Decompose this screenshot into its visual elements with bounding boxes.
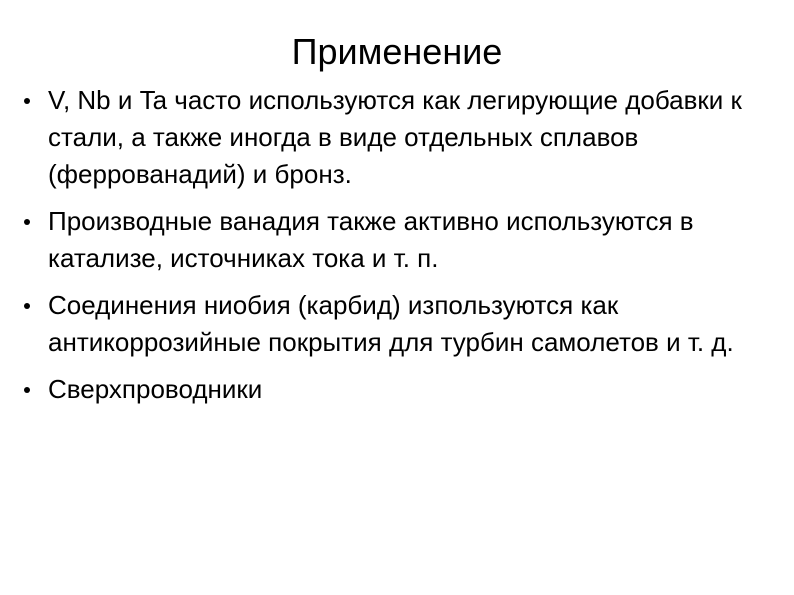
bullet-text: V, Nb и Ta часто используются как легирующие добавки к стали, а также иногда в виде отдельных сплавов (феррованадий) и бронз.: [48, 85, 742, 189]
bullet-dot-icon: [24, 98, 30, 104]
bullet-text: Сверхпроводники: [48, 374, 263, 404]
slide-title: [0, 30, 794, 74]
bullet-list: [24, 82, 744, 418]
bullet-dot-icon: [24, 303, 30, 309]
bullet-text: Производные ванадия также активно используются в катализе, источниках тока и т. п.: [48, 206, 694, 273]
bullet-dot-icon: [24, 219, 30, 225]
slide-title-text: Применение: [291, 31, 503, 72]
bullet-item-coatings: [24, 287, 744, 361]
bullet-item-superconductors: [24, 371, 744, 408]
bullet-item-alloys: [24, 82, 744, 193]
bullet-item-catalysis: [24, 203, 744, 277]
bullet-dot-icon: [24, 387, 30, 393]
bullet-text: Соединения ниобия (карбид) изпользуются как антикоррозийные покрытия для турбин самолетов и т. д.: [48, 290, 734, 357]
